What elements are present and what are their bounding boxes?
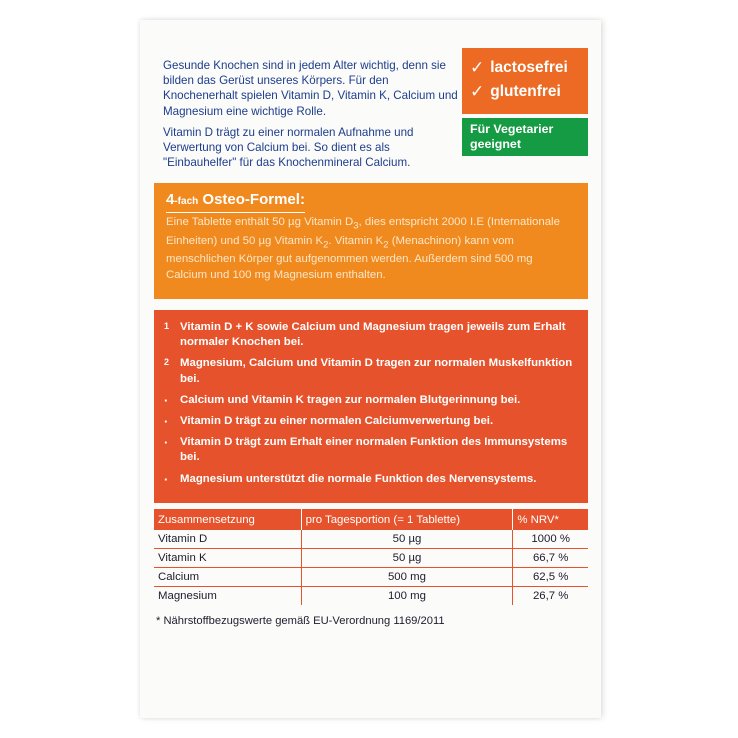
nutrient-nrv: 66,7 % <box>513 549 588 568</box>
claim-item <box>164 435 576 465</box>
header-daily-portion: pro Tagesportion (= 1 Tablette) <box>301 509 513 530</box>
subscript-k2: 2 <box>323 238 329 250</box>
claim-text: Calcium und Vitamin K tragen zur normalen Blutgerinnung bei. <box>180 393 521 406</box>
check-icon: ✓ <box>470 82 485 101</box>
gluten-free-line <box>462 80 588 104</box>
lactose-free-label: lactosefrei <box>490 59 568 76</box>
nutrient-name: Magnesium <box>154 587 301 606</box>
nrv-footnote: * Nährstoffbezugswerte gemäß EU-Verordnung 1169/2011 <box>156 615 445 627</box>
claim-item <box>164 320 576 350</box>
formula-text-1: Eine Tablette enthält 50 µg Vitamin D <box>166 216 354 228</box>
table-row <box>154 587 588 606</box>
nutrient-nrv: 62,5 % <box>513 568 588 587</box>
subscript-k2: 2 <box>383 238 389 250</box>
claim-text: Vitamin D + K sowie Calcium und Magnesium tragen jeweils zum Erhalt normaler Knochen bei. <box>180 321 566 349</box>
free-from-badge <box>462 48 588 114</box>
nutrient-name: Vitamin K <box>154 549 301 568</box>
health-claims-box <box>154 310 588 503</box>
gluten-free-label: glutenfrei <box>490 83 561 100</box>
claim-text: Magnesium unterstützt die normale Funktion des Nervensystems. <box>180 472 537 485</box>
formula-title <box>166 191 305 213</box>
formula-colon: : <box>299 191 305 208</box>
formula-description <box>166 215 576 283</box>
vegetarian-badge: Für Vegetarier geeignet <box>462 118 588 156</box>
check-icon: ✓ <box>470 58 485 77</box>
formula-prefix-word: -fach <box>174 196 199 207</box>
nutrient-amount: 500 mg <box>301 568 513 587</box>
nutrient-amount: 50 µg <box>301 549 513 568</box>
bullet-icon: · <box>164 435 169 451</box>
formula-name: Osteo-Formel <box>202 191 300 208</box>
table-row <box>154 568 588 587</box>
nutrient-name: Calcium <box>154 568 301 587</box>
nutrient-nrv: 26,7 % <box>532 590 569 602</box>
nutrient-name: Vitamin D <box>154 530 301 549</box>
claim-item <box>164 393 576 408</box>
bullet-icon: · <box>164 471 169 487</box>
claim-text: Magnesium, Calcium und Vitamin D tragen zur normalen Muskelfunktion bei. <box>180 357 573 385</box>
footnote-mark: 1 <box>164 321 170 331</box>
formula-prefix-number: 4 <box>166 191 175 208</box>
footnote-mark: 2 <box>164 357 170 368</box>
nutrient-amount: 50 µg <box>301 530 513 549</box>
table-header-row <box>154 509 588 530</box>
bullet-icon: · <box>164 392 169 408</box>
intro-text <box>163 58 465 176</box>
lactose-free-line <box>462 56 588 80</box>
formula-box <box>154 183 588 299</box>
intro-paragraph-1: Gesunde Knochen sind in jedem Alter wichtig, denn sie bilden das Gerüst unseres Körpers. Für den Knochenerhalt spielen Vitamin D, Vitamin K, Calcium und Magnesium eine wichtige Rolle. <box>163 59 458 118</box>
formula-text-3: . Vitamin K <box>328 234 384 247</box>
claim-text: Vitamin D trägt zum Erhalt einer normalen Funktion des Immunsystems bei. <box>180 436 568 464</box>
nutrient-nrv: 1000 % <box>513 530 588 549</box>
claim-item <box>164 414 576 429</box>
nutrient-amount: 100 mg <box>301 587 513 606</box>
claim-item <box>164 356 576 386</box>
claim-item <box>164 472 576 487</box>
table-row <box>154 530 588 549</box>
claim-text: Vitamin D trägt zu einer normalen Calciumverwertung bei. <box>180 415 494 428</box>
formula-text-4: (Menachinon) kann vom menschlichen Körper gut aufgenommen werden. Außerdem sind 500 mg Calcium und 100 mg Magnesium enthalten. <box>166 234 533 281</box>
table-row <box>154 549 588 568</box>
intro-paragraph-2: Vitamin D trägt zu einer normalen Aufnahme und Verwertung von Calcium bei. So dient es als "Einbauhelfer" für das Knochenmineral Calcium. <box>163 125 414 170</box>
header-composition: Zusammensetzung <box>154 509 301 530</box>
formula-text-2: , dies entspricht 2000 I.E (Internationale Einheiten) und 50 µg Vitamin K <box>166 216 560 247</box>
composition-table <box>154 509 588 605</box>
bullet-icon: · <box>164 414 169 430</box>
subscript-d3: 3 <box>353 220 359 232</box>
header-nrv: % NRV* <box>513 509 588 530</box>
